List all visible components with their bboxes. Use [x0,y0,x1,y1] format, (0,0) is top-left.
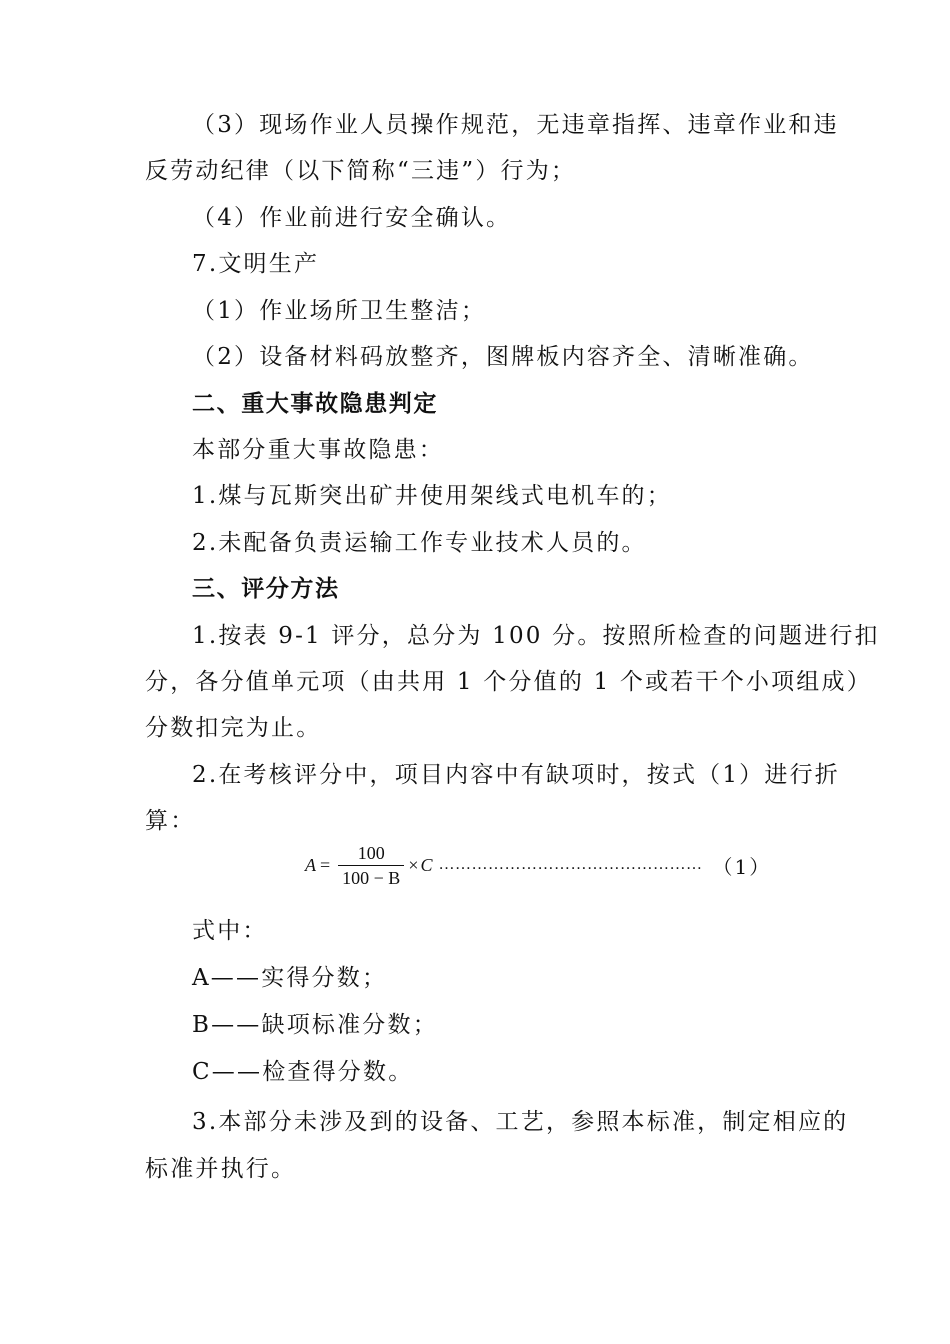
where-label: 式中： [192,918,268,944]
formula-times: × [408,854,419,875]
formula-numerator: 100 [357,842,385,863]
scoring-item-1-line-3: 分数扣完为止。 [145,715,322,741]
heading-major-hazards: 二、重大事故隐患判定 [192,391,438,417]
scoring-item-2-line-1: 2.在考核评分中，项目内容中有缺项时，按式（1）进行折 [192,762,840,788]
heading-scoring-method: 三、评分方法 [192,576,340,602]
formula-denominator: 100 − B [342,867,401,888]
civil-item-2: （2）设备材料码放整齐，图牌板内容齐全、清晰准确。 [192,344,814,370]
section-7-title: 7.文明生产 [192,251,320,277]
paragraph-3-line-1: （3）现场作业人员操作规范，无违章指挥、违章作业和违 [192,112,839,138]
formula-equals: = [320,854,331,875]
scoring-item-3-line-1: 3.本部分未涉及到的设备、工艺，参照本标准，制定相应的 [192,1109,849,1135]
formula-rhs: C [420,854,433,875]
formula-number: （1） [712,854,772,879]
score-formula [305,838,771,892]
formula-fraction [338,843,404,888]
civil-item-1: （1）作业场所卫生整洁； [192,298,487,324]
paragraph-4: （4）作业前进行安全确认。 [192,205,512,231]
hazard-item-1: 1.煤与瓦斯突出矿井使用架线式电机车的； [192,483,672,509]
scoring-item-2-line-2: 算： [145,808,196,834]
scoring-item-1-line-2: 分，各分值单元项（由共用 1 个分值的 1 个或若干个小项组成） [145,669,872,695]
paragraph-3-line-2: 反劳动纪律（以下简称“三违”）行为； [145,158,577,184]
formula-lhs: A [305,854,316,875]
major-hazards-intro: 本部分重大事故隐患： [192,437,444,463]
scoring-item-3-line-2: 标准并执行。 [145,1156,297,1182]
definition-a: A——实得分数； [192,965,388,991]
scoring-item-1-line-1: 1.按表 9-1 评分，总分为 100 分。按照所检查的问题进行扣 [192,623,880,649]
definition-c: C——检查得分数。 [192,1059,414,1085]
hazard-item-2: 2.未配备负责运输工作专业技术人员的。 [192,530,647,556]
definition-b: B——缺项标准分数； [192,1012,438,1038]
formula-leader-dots: ………………………………………… [438,856,703,873]
